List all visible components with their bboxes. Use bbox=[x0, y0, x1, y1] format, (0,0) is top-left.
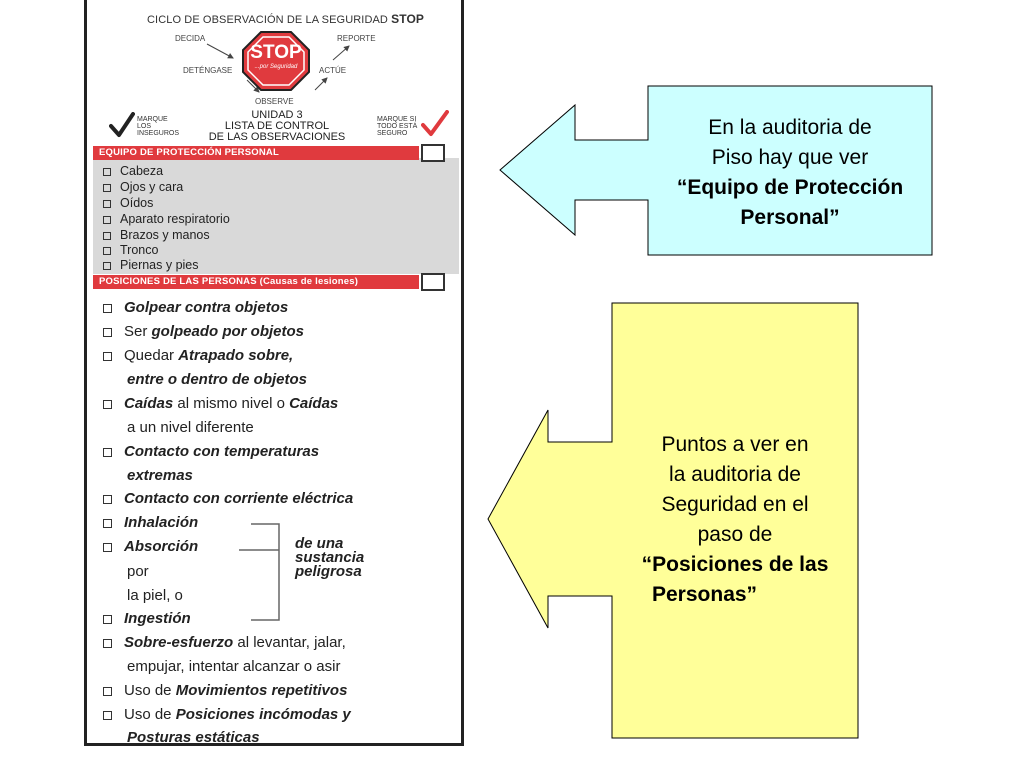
positions-item-continuation: por bbox=[127, 563, 149, 580]
positions-item[interactable]: Uso de Posiciones incómodas y bbox=[103, 706, 351, 723]
positions-item[interactable]: Absorción bbox=[103, 538, 198, 555]
bracket-label: de una sustancia peligrosa bbox=[295, 535, 365, 580]
cycle-report: REPORTE bbox=[337, 34, 376, 43]
cycle-act: ACTÚE bbox=[319, 66, 347, 75]
positions-item[interactable]: Sobre-esfuerzo al levantar, jalar, bbox=[103, 634, 346, 651]
positions-item[interactable]: Golpear contra objetos bbox=[103, 299, 288, 316]
ppe-item[interactable]: Oídos bbox=[103, 196, 153, 210]
positions-item[interactable]: Inhalación bbox=[103, 514, 198, 531]
ppe-item[interactable]: Aparato respiratorio bbox=[103, 212, 230, 226]
cycle-observe: OBSERVE bbox=[255, 97, 294, 106]
positions-item[interactable]: Quedar Atrapado sobre, bbox=[103, 347, 293, 364]
cycle-decide: DECIDA bbox=[175, 34, 206, 43]
positions-item-continuation: entre o dentro de objetos bbox=[127, 371, 308, 388]
positions-item-continuation: Posturas estáticas bbox=[127, 729, 260, 746]
note-mark-safe: MARQUE SI TODO ESTÁ SEGURO bbox=[377, 116, 418, 137]
ppe-item[interactable]: Tronco bbox=[103, 243, 158, 257]
unit-heading: UNIDAD 3 LISTA DE CONTROL DE LAS OBSERVACIONES bbox=[208, 109, 346, 143]
ppe-section-header: EQUIPO DE PROTECCIÓN PERSONAL bbox=[93, 146, 419, 160]
positions-item-continuation: extremas bbox=[127, 467, 193, 484]
positions-item-continuation: empujar, intentar alcanzar o asir bbox=[127, 658, 341, 675]
cycle-stop: DETÉNGASE bbox=[183, 66, 233, 75]
ppe-item[interactable]: Piernas y pies bbox=[103, 258, 199, 272]
positions-item[interactable]: Caídas al mismo nivel o Caídas bbox=[103, 395, 338, 412]
positions-item[interactable]: Contacto con corriente eléctrica bbox=[103, 490, 353, 507]
ppe-item[interactable]: Brazos y manos bbox=[103, 228, 210, 242]
positions-section-header: POSICIONES DE LAS PERSONAS (Causas de lesiones) bbox=[93, 275, 419, 289]
positions-item[interactable]: Uso de Movimientos repetitivos bbox=[103, 682, 347, 699]
note-mark-unsafe: MARQUE LOS INSEGUROS bbox=[137, 116, 180, 137]
callout-top-text: En la auditoria de Piso hay que ver “Equipo de Protección Personal” bbox=[676, 116, 904, 229]
callout-bottom-text: Puntos a ver en la auditoria de Seguridad en el paso de “Posiciones de las Personas” bbox=[641, 433, 829, 606]
card-title: CICLO DE OBSERVACIÓN DE LA SEGURIDAD STOP bbox=[147, 12, 424, 26]
positions-item-continuation: a un nivel diferente bbox=[127, 419, 254, 436]
positions-item[interactable]: Ser golpeado por objetos bbox=[103, 323, 304, 340]
positions-item[interactable]: Contacto con temperaturas bbox=[103, 443, 319, 460]
stop-sign-word: STOP bbox=[250, 42, 302, 63]
stop-sign-tagline: ...por Seguridad bbox=[254, 64, 298, 70]
ppe-item[interactable]: Ojos y cara bbox=[103, 180, 183, 194]
ppe-item[interactable]: Cabeza bbox=[103, 164, 163, 178]
positions-item[interactable]: Ingestión bbox=[103, 610, 191, 627]
positions-item-continuation: la piel, o bbox=[127, 587, 183, 604]
